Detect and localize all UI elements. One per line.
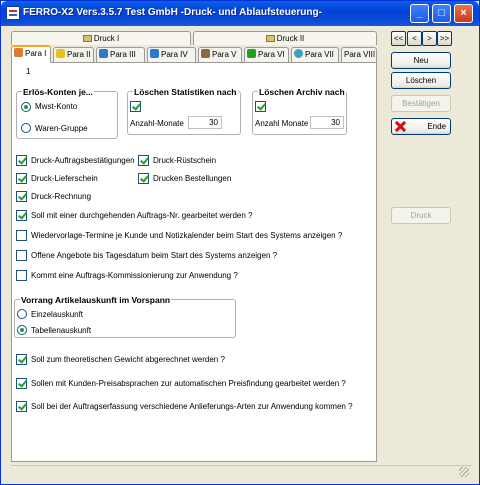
resize-grip[interactable] (459, 467, 469, 477)
first-record-button[interactable]: << (391, 31, 406, 46)
anlieferungs-arten-checkbox[interactable] (16, 401, 27, 412)
panel-number: 1 (26, 67, 31, 76)
maximize-button[interactable]: □ (432, 4, 451, 23)
pen-icon (201, 49, 210, 58)
checkbox-label: Druck-Auftragsbestätigungen (31, 156, 135, 165)
prev-record-button[interactable]: < (407, 31, 422, 46)
archiv-months-input[interactable]: 30 (310, 116, 344, 129)
window-title: FERRO-X2 Vers.3.5.7 Test GmbH -Druck- und Ablaufsteuerung- (23, 7, 322, 18)
printer-icon (266, 35, 275, 42)
tab-para-1[interactable] (11, 45, 51, 63)
checkbox-label: Soll bei der Auftragserfassung verschiedene Anlieferungs-Arten zur Anwendung kommen ? (31, 402, 353, 411)
months-label: Anzahl Monate (255, 119, 309, 128)
group-title: Vorrang Artikelauskunft im Vorspann (21, 295, 171, 305)
waren-gruppe-radio[interactable] (21, 123, 31, 133)
tab-label: Para IV (161, 50, 188, 59)
tab-label: Para V (212, 50, 237, 59)
tab-para-8[interactable] (341, 47, 377, 62)
drucken-bestellungen-checkbox[interactable] (138, 173, 149, 184)
archiv-checkbox[interactable] (255, 101, 266, 112)
group-title: Löschen Archiv nach (259, 87, 345, 97)
einzelauskunft-radio[interactable] (17, 309, 27, 319)
neu-button[interactable]: Neu (391, 52, 451, 69)
car-icon (150, 49, 159, 58)
car-icon (99, 49, 108, 58)
tab-label: Druck I (93, 34, 120, 43)
checkbox-label: Offene Angebote bis Tagesdatum beim Start des Systems anzeigen ? (31, 251, 278, 260)
tab-druck-2[interactable] (193, 31, 377, 45)
loeschen-button[interactable]: Löschen (391, 72, 451, 89)
minimize-button[interactable]: _ (410, 4, 429, 23)
months-label: Anzahl-Monate (130, 119, 184, 128)
tab-label: Para III (110, 50, 136, 59)
statistik-months-input[interactable]: 30 (188, 116, 222, 129)
tab-para-7[interactable] (291, 47, 339, 62)
close-x-icon (395, 121, 406, 132)
vorrang-artikelauskunft-group (14, 295, 236, 338)
checkbox-label: Drucken Bestellungen (153, 174, 232, 183)
druck-button[interactable]: Druck (391, 207, 451, 224)
statistik-checkbox[interactable] (130, 101, 141, 112)
checkmark-icon (247, 49, 256, 58)
tab-para-2[interactable] (53, 47, 94, 62)
loeschen-archiv-group (252, 87, 347, 135)
bestaetigen-button[interactable]: Bestätigen (391, 95, 451, 112)
kommissionierung-checkbox[interactable] (16, 270, 27, 281)
kunden-preisabsprachen-checkbox[interactable] (16, 378, 27, 389)
checkbox-label: Wiedervorlage-Termine je Kunde und Notizkalender beim Start des Systems anzeigen ? (31, 231, 343, 240)
checkbox-label: Druck-Lieferschein (31, 174, 98, 183)
person-icon (14, 48, 23, 57)
loeschen-statistiken-group (127, 87, 241, 135)
wiedervorlage-checkbox[interactable] (16, 230, 27, 241)
last-record-button[interactable]: >> (437, 31, 452, 46)
tab-para-6[interactable] (244, 47, 289, 62)
title-bar[interactable] (1, 1, 479, 26)
para-1-panel (11, 62, 377, 462)
radio-label: Tabellenauskunft (31, 326, 92, 335)
group-title: Erlös-Konten je... (23, 87, 93, 97)
tab-label: Para VIII (344, 50, 376, 59)
radio-label: Waren-Gruppe (35, 124, 88, 133)
druck-ruestschein-checkbox[interactable] (138, 155, 149, 166)
mwst-konto-radio[interactable] (21, 102, 31, 112)
tab-label: Para I (25, 49, 47, 58)
tabellenauskunft-radio[interactable] (17, 325, 27, 335)
druck-auftragsbestaetigungen-checkbox[interactable] (16, 155, 27, 166)
printer-icon (83, 35, 92, 42)
durchgehende-auftragsnr-checkbox[interactable] (16, 210, 27, 221)
checkbox-label: Sollen mit Kunden-Preisabsprachen zur automatischen Preisfindung gearbeitet werden ? (31, 379, 346, 388)
tab-para-3[interactable] (96, 47, 145, 62)
radio-label: Einzelauskunft (31, 310, 84, 319)
app-icon (6, 6, 20, 20)
theoretisches-gewicht-checkbox[interactable] (16, 354, 27, 365)
group-title: Löschen Statistiken nach (134, 87, 237, 97)
tab-druck-1[interactable] (11, 31, 191, 45)
ende-button[interactable] (391, 118, 451, 135)
tab-para-4[interactable] (147, 47, 196, 62)
offene-angebote-checkbox[interactable] (16, 250, 27, 261)
tab-label: Para VI (258, 50, 285, 59)
erloes-konten-group (16, 87, 118, 139)
tab-label: Para VII (305, 50, 334, 59)
print-tab-row (11, 31, 377, 45)
key-icon (56, 49, 65, 58)
globe-icon (294, 49, 303, 58)
checkbox-label: Soll zum theoretischen Gewicht abgerechnet werden ? (31, 355, 225, 364)
next-record-button[interactable]: > (422, 31, 437, 46)
tab-label: Para II (67, 50, 91, 59)
close-button[interactable]: × (454, 4, 473, 23)
radio-label: Mwst-Konto (35, 102, 78, 111)
checkbox-label: Soll mit einer durchgehenden Auftrags-Nr. gearbeitet werden ? (31, 211, 253, 220)
ende-label: Ende (427, 122, 446, 131)
para-tab-row (11, 45, 377, 62)
checkbox-label: Druck-Rüstschein (153, 156, 217, 165)
druck-rechnung-checkbox[interactable] (16, 191, 27, 202)
checkbox-label: Druck-Rechnung (31, 192, 92, 201)
tab-label: Druck II (276, 34, 305, 43)
druck-lieferschein-checkbox[interactable] (16, 173, 27, 184)
checkbox-label: Kommt eine Auftrags-Kommissionierung zur Anwendung ? (31, 271, 238, 280)
status-bar (11, 465, 471, 479)
tab-para-5[interactable] (198, 47, 242, 62)
